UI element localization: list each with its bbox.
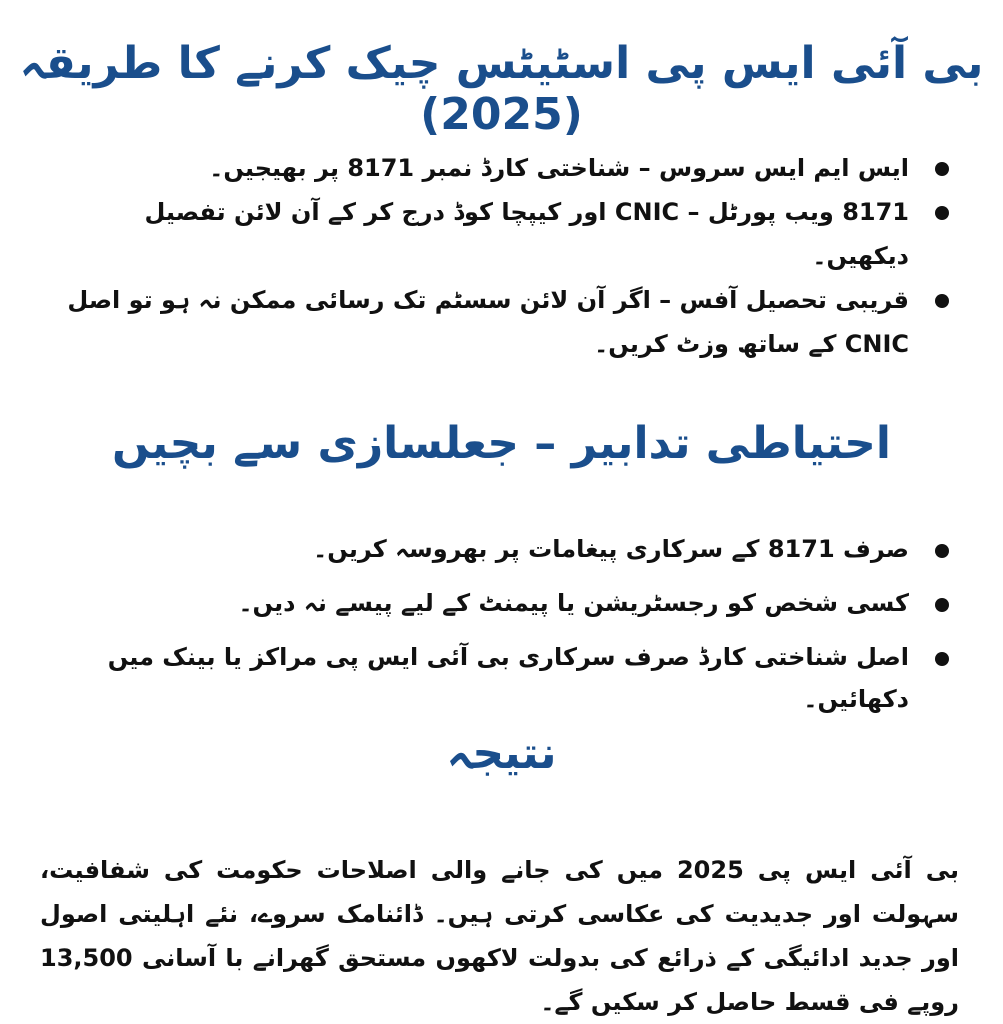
bullet-icon [935, 544, 949, 558]
precaution-original-cnic-text: اصل شناختی کارڈ صرف سرکاری بی آئی ایس پی مراکز یا بینک میں دکھائیں۔ [107, 643, 909, 713]
status-check-methods-list [40, 146, 953, 366]
precautions-heading: احتیاطی تدابیر – جعلسازی سے بچیں [112, 418, 891, 469]
bullet-icon [935, 294, 949, 308]
list-item [40, 190, 953, 278]
bullet-icon [935, 162, 949, 176]
precautions-list [40, 528, 953, 732]
precaution-no-payment-text: کسی شخص کو رجسٹریشن یا پیمنٹ کے لیے پیسے نہ دیں۔ [238, 589, 909, 617]
list-item [40, 636, 953, 720]
method-sms-text: ایس ایم ایس سروس – شناختی کارڈ نمبر 8171 پر بھیجیں۔ [209, 154, 909, 182]
main-heading: بی آئی ایس پی اسٹیٹس چیک کرنے کا طریقہ (2025) [19, 38, 984, 140]
list-item [40, 146, 953, 190]
bullet-icon [935, 598, 949, 612]
method-tehsil-office-text: قریبی تحصیل آفس – اگر آن لائن سسٹم تک رسائی ممکن نہ ہو تو اصل CNIC کے ساتھ وزٹ کریں۔ [67, 286, 909, 358]
conclusion-paragraph: بی آئی ایس پی 2025 میں کی جانے والی اصلاحات حکومت کی شفافیت، سہولت اور جدیدیت کی عکاسی کرتی ہیں۔ ڈائنامک سروے، نئے اہلیتی اصول اور جدید ادائیگی کے ذرائع کی بدولت لاکھوں مستحق گھرانے با آسانی 13,500 روپے فی قسط حاصل کر سکیں گے۔ [40, 856, 959, 1016]
list-item [40, 528, 953, 570]
list-item [40, 582, 953, 624]
bullet-icon [935, 206, 949, 220]
bullet-icon [935, 652, 949, 666]
method-web-portal-text: 8171 ویب پورٹل – CNIC اور کیپچا کوڈ درج کر کے آن لائن تفصیل دیکھیں۔ [144, 198, 909, 270]
conclusion-heading: نتیجہ [446, 728, 557, 779]
precaution-official-messages-text: صرف 8171 کے سرکاری پیغامات پر بھروسہ کریں۔ [313, 535, 909, 563]
list-item [40, 278, 953, 366]
